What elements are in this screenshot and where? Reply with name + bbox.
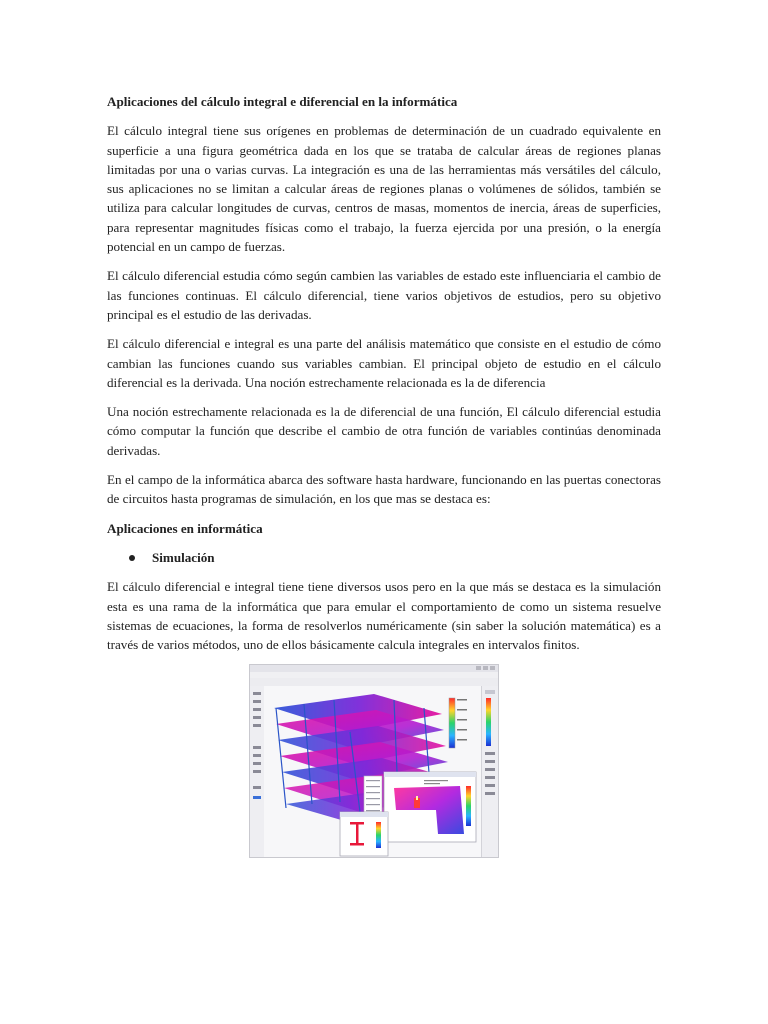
closing-paragraph: El cálculo diferencial e integral tiene tiene diversos usos pero en la que más se destaca es la simulación esta es una rama de la informática que para emular el comportamiento de como un sistema resuelve sistemas de ecuaciones, la forma de resolverlos numéricamente (sin saber la solución matemática) es a través de varios métodos, uno de ellos básicamente calcula integrales en intervalos finitos. [107,579,661,653]
paragraph-2: El cálculo diferencial estudia cómo según cambien las variables de estado este influenciaria el cambio de las funciones continuas. El cálculo diferencial, tiene varios objetivos de estudios, pero su objetivo principal es el estudio de las derivadas. [107,268,661,322]
structural-model-render [264,686,484,858]
document-page [107,92,661,864]
paragraph-3: El cálculo diferencial e integral es una parte del análisis matemático que consiste en el estudio de cómo cambian las funciones cuando sus variables cambian. El principal objeto de estudio en el cálculo diferencial es la derivada. Una noción estrechamente relacionada es la de diferencia [107,336,661,390]
close-icon [490,666,495,670]
tool-icons [250,686,264,856]
section-heading: Aplicaciones en informática [107,520,263,536]
minimize-icon [476,666,481,670]
heatmap-window [384,772,476,842]
left-toolbox [250,686,265,857]
bullet-item [107,548,661,567]
right-panel [481,686,498,857]
section-window [340,812,388,856]
paragraph-1: El cálculo integral tiene sus orígenes en problemas de determinación de un cuadrado equivalente en superficie a una figura geométrica dada en los que se trataba de calcular áreas de regiones planas limitadas por una o varias curvas. La integración es una de las herramientas más versátiles del cálculo, sus aplicaciones no se limitan a calcular áreas de regiones planas o volúmenes de sólidos, también se utiliza para calcular longitudes de curvas, centros de masas, momentos de inercia, áreas de superficies, para representar magnitudes físicas como el trabajo, la fuerza ejercida por una presión, o la energía potencial en un campo de fuerzas. [107,123,661,255]
simulation-canvas [264,686,482,857]
figure-container [107,664,661,864]
color-legend [449,698,467,748]
paragraph-5: En el campo de la informática abarca des software hasta hardware, funcionando en las puertas conectoras de circuitos hasta programas de simulación, en los que mas se destaca es: [107,472,661,507]
document-title: Aplicaciones del cálculo integral e diferencial en la informática [107,94,458,109]
paragraph-4: Una noción estrechamente relacionada es la de diferencial de una función, El cálculo diferencial estudia cómo computar la función que describe el cambio de otra función de variables continúas denominada derivadas. [107,404,661,458]
maximize-icon [483,666,488,670]
simulation-screenshot [249,664,499,858]
bullet-icon [129,555,135,561]
panel-icons [482,686,498,856]
bullet-label: Simulación [152,549,215,565]
